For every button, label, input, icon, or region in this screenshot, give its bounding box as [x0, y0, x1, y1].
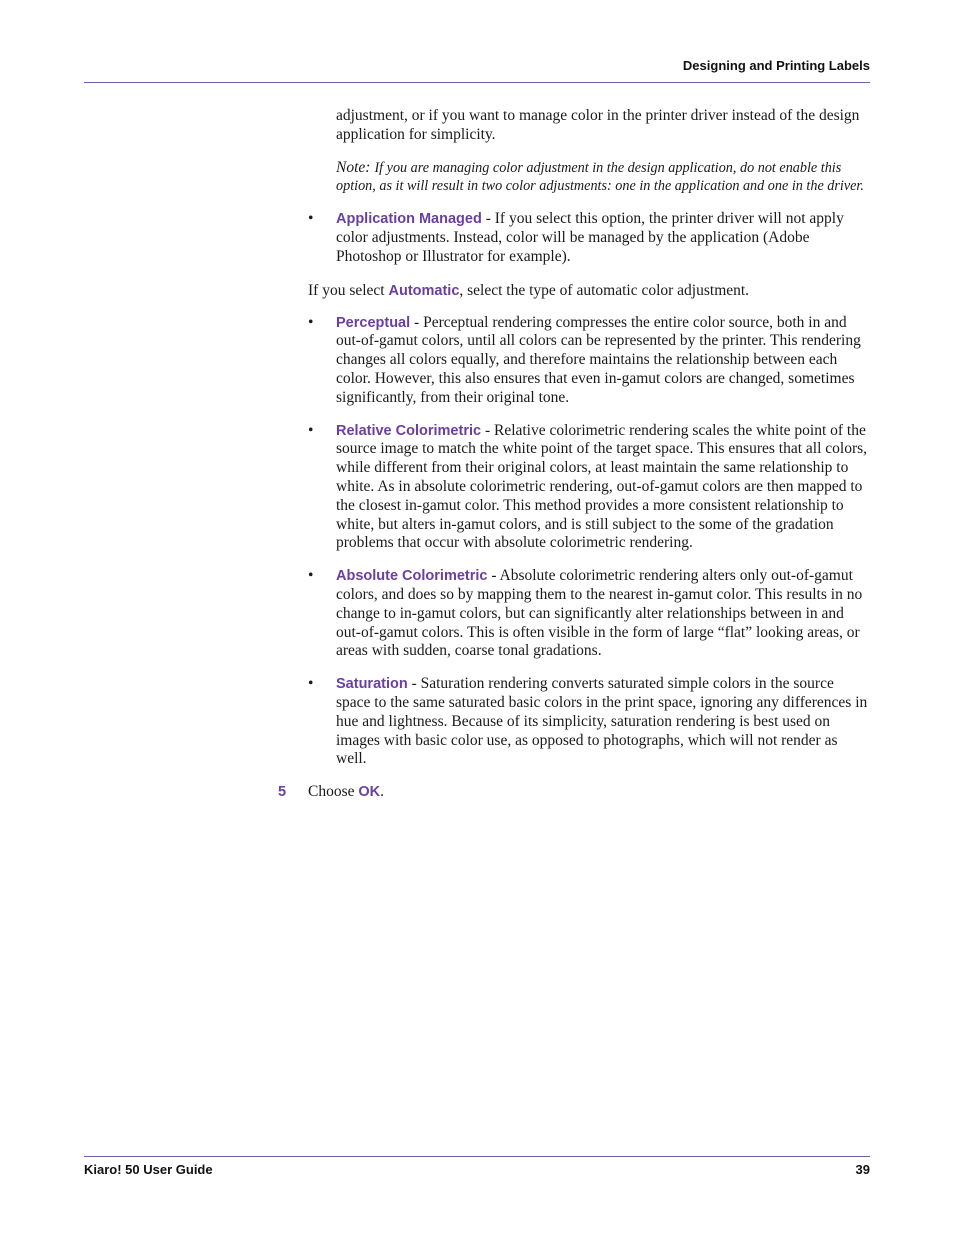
bullet-application-managed — [308, 209, 868, 266]
footer-guide-title: Kiaro! 50 User Guide — [84, 1162, 213, 1177]
step-prefix: Choose — [308, 783, 359, 801]
note-label: Note: — [336, 158, 371, 176]
term-perceptual: Perceptual — [336, 314, 411, 331]
running-header: Designing and Printing Labels — [682, 58, 870, 73]
automatic-suffix: , select the type of automatic color adjustment. — [459, 281, 750, 299]
step-number: 5 — [278, 784, 287, 801]
term-relative-colorimetric: Relative Colorimetric — [336, 422, 482, 439]
automatic-prefix: If you select — [308, 281, 389, 299]
bullet-marker: • — [308, 209, 314, 227]
term-automatic: Automatic — [388, 282, 460, 299]
bullet-text: - Saturation rendering converts saturated simple colors in the source space to the same saturated basic colors in the print space, ignoring any differences in hue and lightness. Because of its simplicity, saturation rendering is best used on images with basic color use, as opposed to photographs, which will not render as well. — [336, 675, 868, 768]
term-saturation: Saturation — [336, 676, 408, 693]
bullet-relative-colorimetric — [308, 421, 868, 554]
header-rule — [84, 82, 870, 83]
bullet-marker: • — [308, 567, 314, 585]
step-5 — [278, 783, 868, 802]
term-application-managed: Application Managed — [336, 210, 482, 227]
bullet-marker: • — [308, 313, 314, 331]
term-ok: OK — [358, 784, 381, 801]
note-text: If you are managing color adjustment in the design application, do not enable this option, as it will result in two color adjustments: one in the application and one in the driver. — [336, 159, 864, 195]
automatic-paragraph — [308, 282, 868, 301]
bullet-perceptual — [308, 313, 868, 408]
footer-rule — [84, 1156, 870, 1157]
bullet-text: - Absolute colorimetric rendering alters only out-of-gamut colors, and does so by mapping them to the nearest in-gamut color. This results in no change to in-gamut colors, but can significantly alter relationships between in and out-of-gamut colors. This is often visible in the form of large “flat” looking areas, or areas with sudden, coarse tonal gradations. — [336, 567, 863, 660]
bullet-absolute-colorimetric — [308, 567, 868, 661]
term-absolute-colorimetric: Absolute Colorimetric — [336, 568, 488, 585]
bullet-text: - Relative colorimetric rendering scales the white point of the source image to match the white point of the target space. This ensures that all colors, while different from their original colors, at least maintain the same relationship to white. As in absolute colorimetric rendering, out-of-gamut colors are then mapped to the closest in-gamut color. This method provides a more consistent relationship to white, but alters in-gamut colors, and is still subject to the some of the gradation problems that occur with absolute colorimetric rendering. — [336, 421, 868, 552]
bullet-marker: • — [308, 421, 314, 439]
note-paragraph — [336, 159, 868, 196]
bullet-saturation — [308, 675, 868, 769]
bullet-text: - Perceptual rendering compresses the entire color source, both in and out-of-gamut colors, until all colors can be represented by the printer. This rendering changes all colors equally, and therefore maintains the relationship between each color. However, this also ensures that even in-gamut colors are changed, sometimes significantly, from their original tone. — [336, 313, 861, 406]
page-body — [278, 107, 868, 802]
step-suffix: . — [380, 783, 384, 801]
page-number: 39 — [855, 1162, 870, 1177]
bullet-text: - If you select this option, the printer driver will not apply color adjustments. Instead, color will be managed by the application (Adobe Photoshop or Illustrator for example). — [336, 209, 844, 265]
intro-paragraph: adjustment, or if you want to manage color in the printer driver instead of the design application for simplicity. — [336, 107, 860, 143]
bullet-marker: • — [308, 675, 314, 693]
